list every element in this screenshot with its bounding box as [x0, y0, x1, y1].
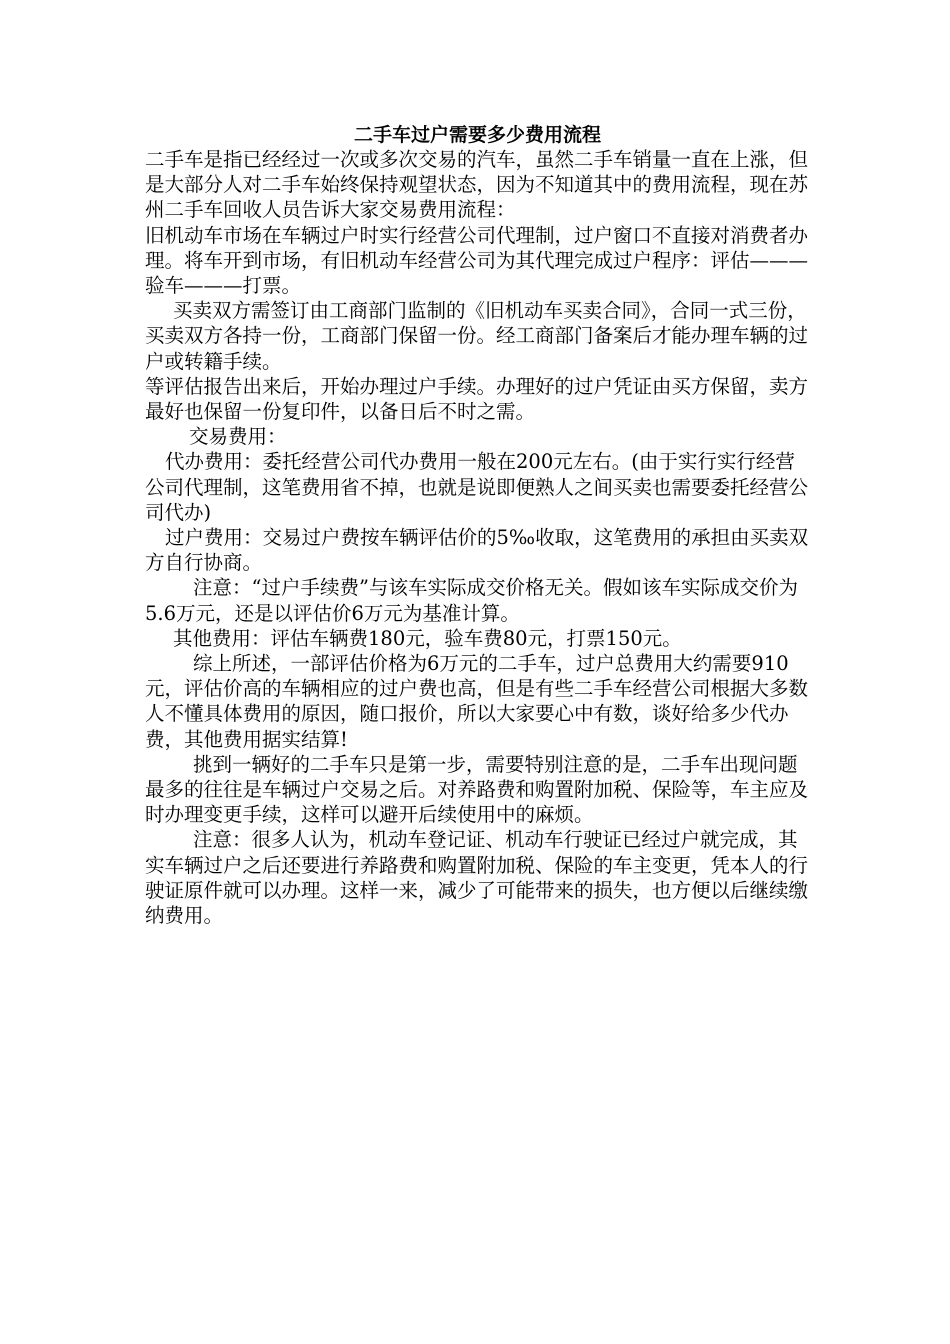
paragraph-agency-fee: 代办费用：委托经营公司代办费用一般在200元左右。(由于实行实行经营公司代理制，这笔费用省不掉，也就是说即便熟人之间买卖也需要委托经营公司代办) — [145, 450, 809, 524]
document-title: 二手车过户需要多少费用流程 — [353, 124, 601, 146]
paragraph-fees-heading: 交易费用： — [189, 425, 287, 449]
paragraph-assessment: 等评估报告出来后，开始办理过户手续。办理好的过户凭证由买方保留，卖方最好也保留一份复印件，以备日后不时之需。 — [145, 374, 809, 424]
paragraph-note-registration: 注意：很多人认为，机动车登记证、机动车行驶证已经过户就完成，其实车辆过户之后还要进行养路费和购置附加税、保险的车主变更，凭本人的行驶证原件就可以办理。这样一来，减少了可能带来的损失，也方便以后继续缴纳费用。 — [145, 828, 809, 928]
paragraph-note-price: 注意：“过户手续费”与该车实际成交价格无关。假如该车实际成交价为5.6万元，还是以评估价6万元为基准计算。 — [145, 576, 798, 625]
paragraph-intro: 二手车是指已经经过一次或多次交易的汽车，虽然二手车销量一直在上涨，但是大部分人对二手车始终保持观望状态，因为不知道其中的费用流程，现在苏州二手车回收人员告诉大家交易费用流程： — [145, 148, 809, 222]
paragraph-summary: 综上所述，一部评估价格为6万元的二手车，过户总费用大约需要910元，评估价高的车辆相应的过户费也高，但是有些二手车经营公司根据大多数人不懂具体费用的原因，随口报价，所以大家要心中有数，谈好给多少代办费，其他费用据实结算! — [145, 652, 809, 751]
paragraph-contract: 买卖双方需签订由工商部门监制的《旧机动车买卖合同》，合同一式三份，买卖双方各持一份，工商部门保留一份。经工商部门备案后才能办理车辆的过户或转籍手续。 — [145, 299, 809, 373]
paragraph-after-transfer: 挑到一辆好的二手车只是第一步，需要特别注意的是，二手车出现问题最多的往往是车辆过户交易之后。对养路费和购置附加税、保险等，车主应及时办理变更手续，这样可以避开后续使用中的麻烦。 — [145, 752, 809, 827]
paragraph-agency-system: 旧机动车市场在车辆过户时实行经营公司代理制，过户窗口不直接对消费者办理。将车开到市场，有旧机动车经营公司为其代理完成过户程序：评估———验车———打票。 — [145, 223, 809, 298]
document-body — [145, 122, 810, 928]
paragraph-transfer-fee: 过户费用：交易过户费按车辆评估价的5‰收取，这笔费用的承担由买卖双方自行协商。 — [145, 526, 809, 575]
paragraph-other-fees: 其他费用：评估车辆费180元，验车费80元，打票150元。 — [173, 626, 682, 650]
